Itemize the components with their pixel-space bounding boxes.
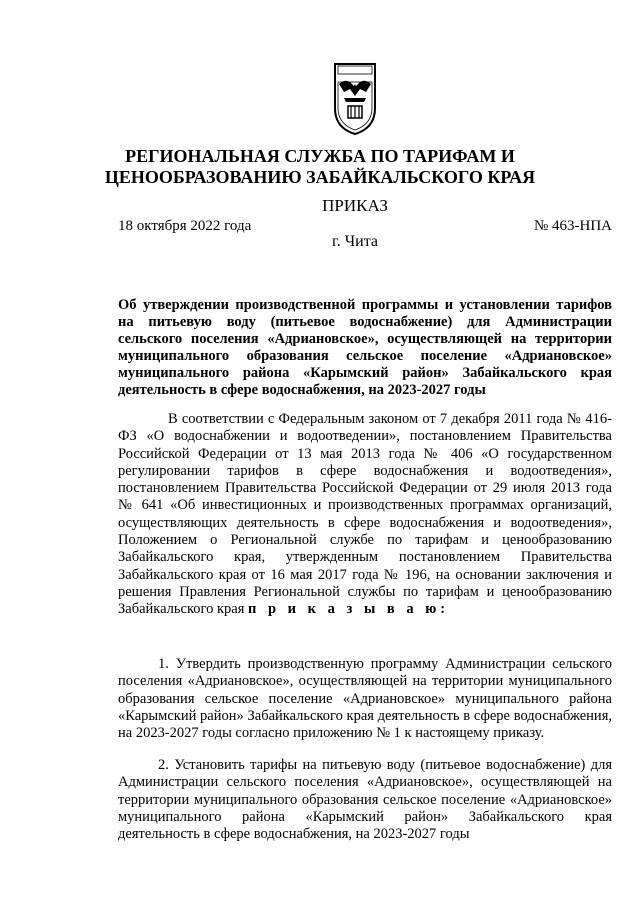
preamble-paragraph: [118, 411, 612, 619]
item-1-paragraph: 1. Утвердить производственную программу Администрации сельского поселения «Адриановское», осуществляющей на территории муниципального образования сельское поселение «Адриановское» муниципального района «Карымский район» Забайкальского края деятельность в сфере водоснабжения, на 2023-2027 годы согласно приложению № 1 к настоящему приказу.: [118, 656, 612, 742]
item-2-paragraph: 2. Установить тарифы на питьевую воду (питьевое водоснабжение) для Администрации сельского поселения «Адриановское», осуществляющей на территории муниципального образования сельское поселение «Адриановское» муниципального района «Карымский район» Забайкальского края деятельность в сфере водоснабжения, на 2023-2027 годы: [118, 757, 612, 843]
preamble-text: В соответствии с Федеральным законом от 7 декабря 2011 года № 416-ФЗ «О водоснабжении и водоотведении», постановлением Правительства Российской Федерации от 13 мая 2013 года № 406 «О государственном регулировании тарифов в сфере водоснабжения и водоотведения», постановлением Правительства Российской Федерации от 29 июля 2013 года № 641 «Об инвестиционных и производственных программах организаций, осуществляющих деятельность в сфере водоснабжения и водоотведения», Положением о Региональной службе по тарифам и ценообразованию Забайкальского края, утвержденным постановлением Правительства Забайкальского края от 16 мая 2017 года № 196, на основании заключения и решения Правления Региональной службы по тарифам и ценообразованию Забайкальского края: [118, 411, 612, 618]
coat-of-arms-icon: [330, 62, 380, 136]
document-number: № 463-НПА: [533, 218, 612, 234]
order-word: п р и к а з ы в а ю:: [248, 601, 450, 618]
document-type: ПРИКАЗ: [322, 196, 388, 215]
document-title: Об утверждении производственной программы и установлении тарифов на питьевую воду (питьевое водоснабжение) для Администрации сельского поселения «Адриановское», осуществляющей на территории муниципального образования сельское поселение «Адриановское» муниципального района «Карымский район» Забайкальского края деятельность в сфере водоснабжения, на 2023-2027 годы: [118, 297, 612, 398]
document-city: г. Чита: [331, 233, 378, 250]
organization-name-line-2: ЦЕНООБРАЗОВАНИЮ ЗАБАЙКАЛЬСКОГО КРАЯ: [104, 167, 536, 187]
organization-name-line-1: РЕГИОНАЛЬНАЯ СЛУЖБА ПО ТАРИФАМ И: [125, 146, 515, 166]
document-date: 18 октября 2022 года: [118, 218, 252, 234]
